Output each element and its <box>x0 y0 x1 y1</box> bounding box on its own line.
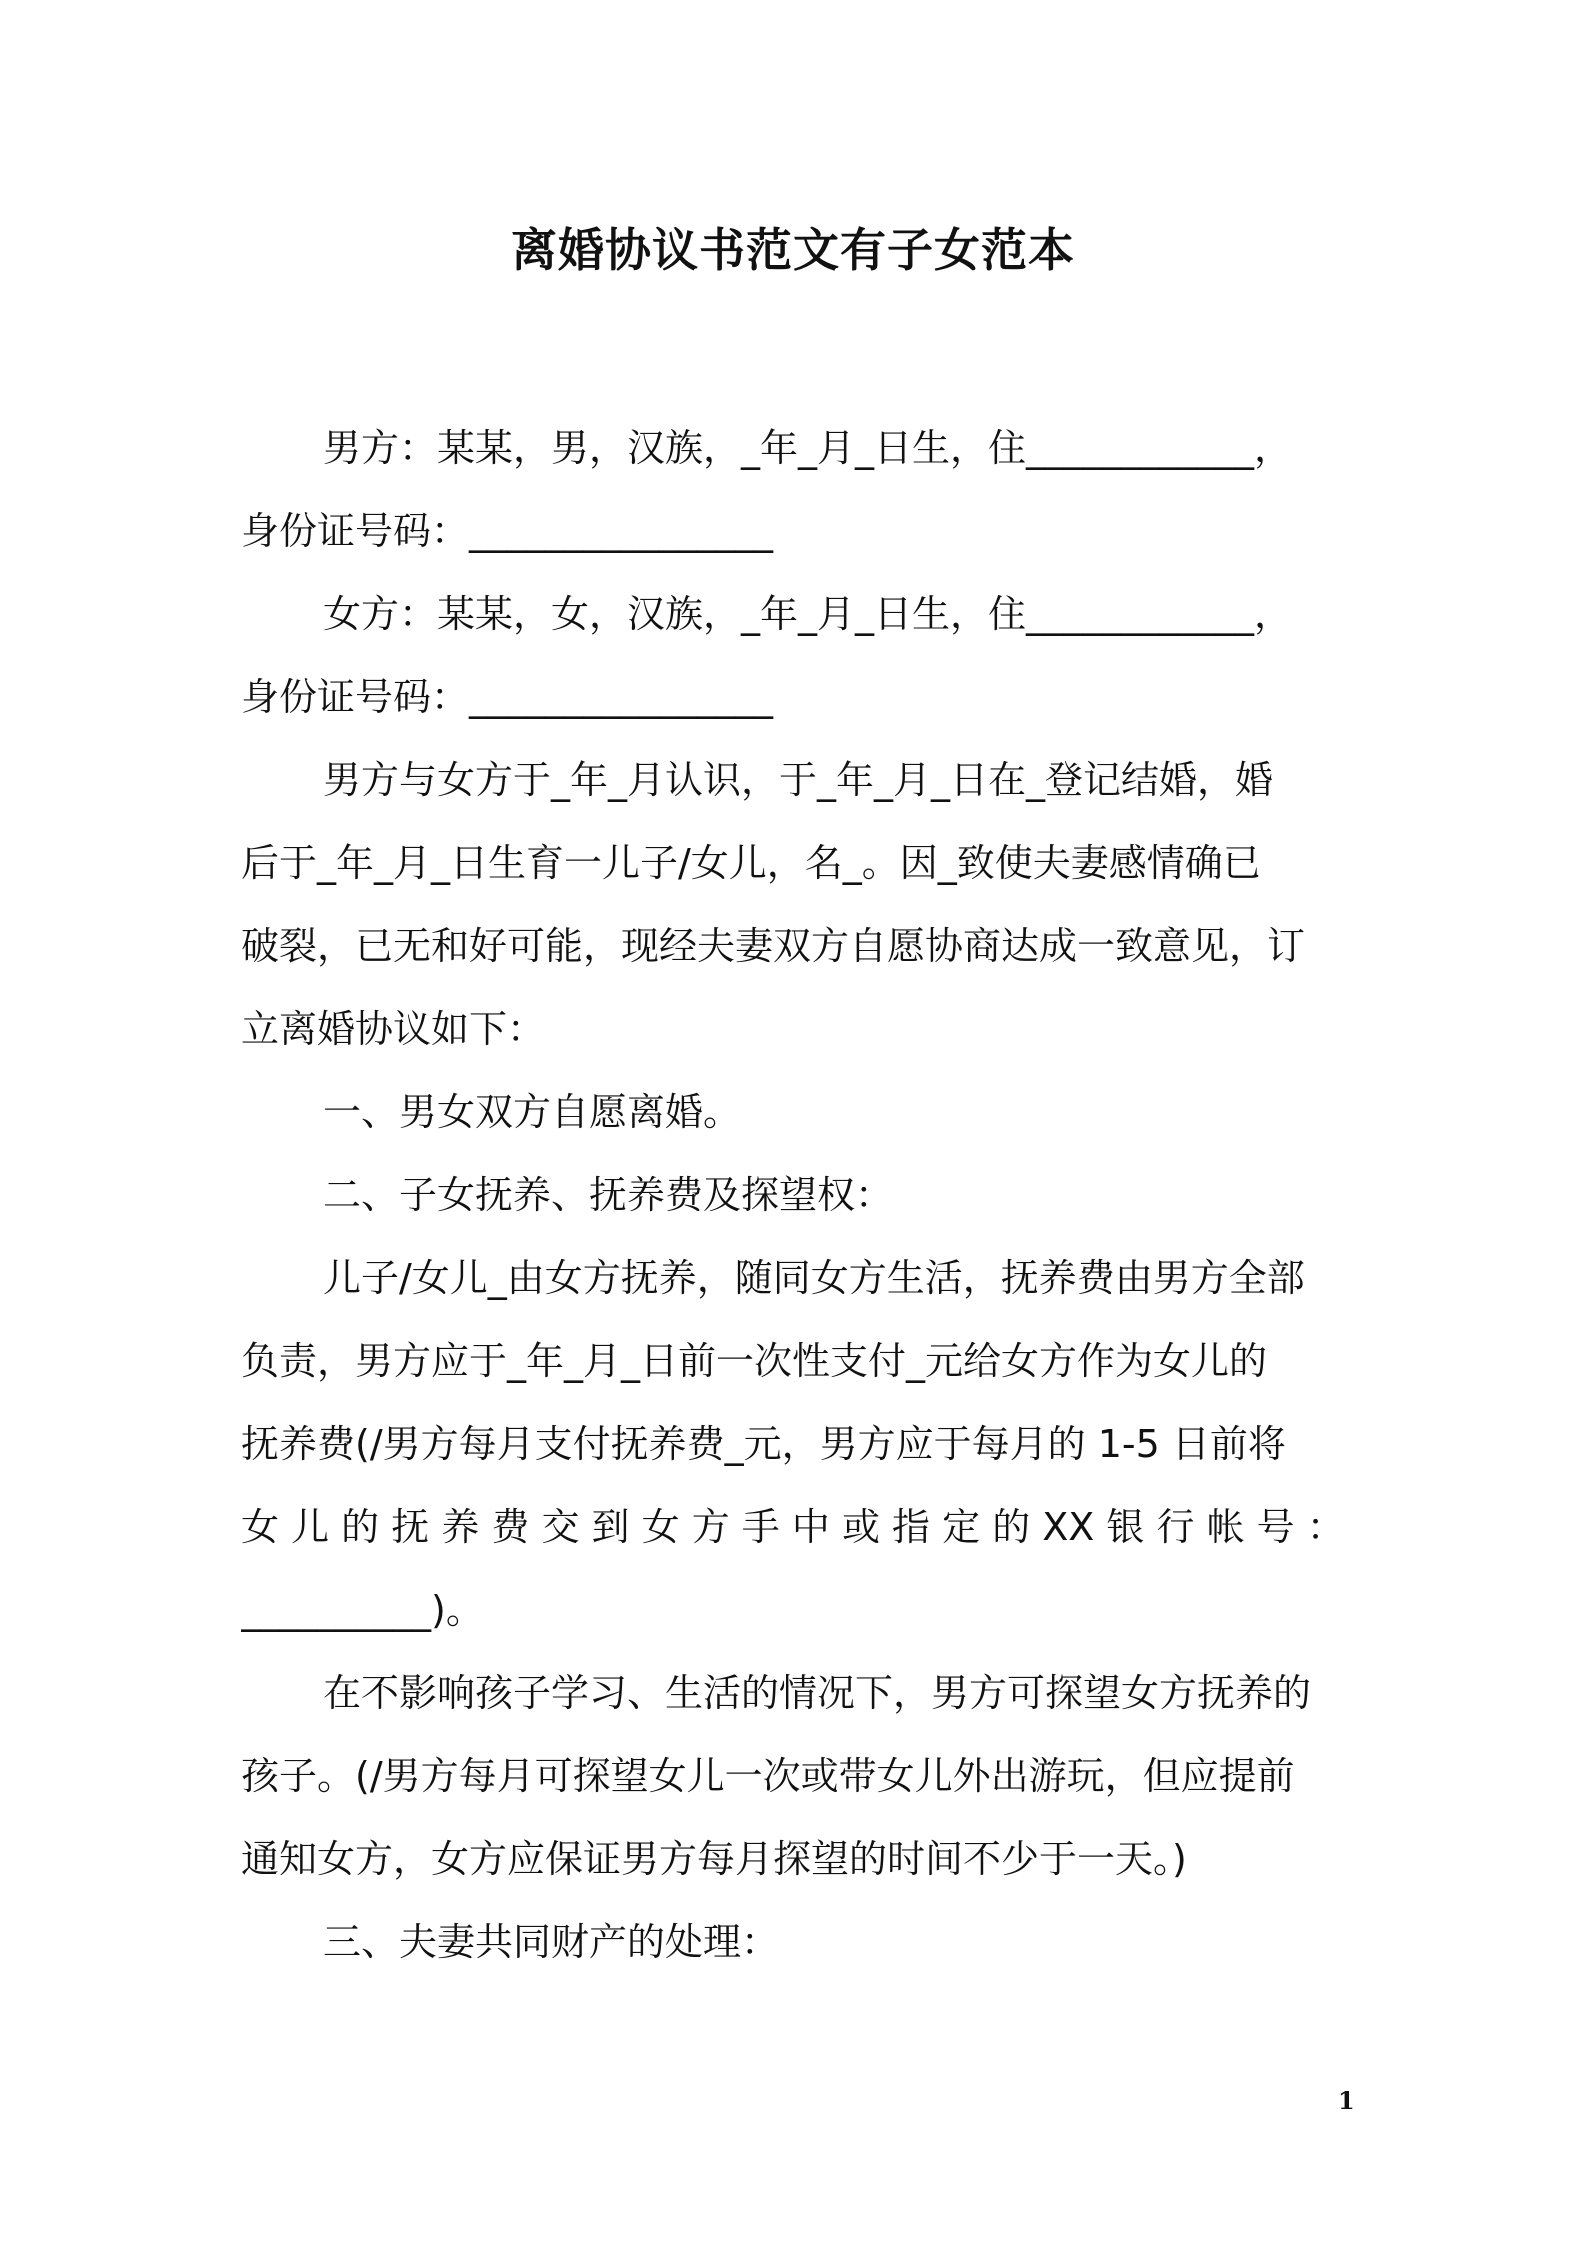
text-line: 儿子/女儿_由女方抚养，随同女方生活，抚养费由男方全部 <box>323 1256 1305 1300</box>
text-line: 身份证号码：________________ <box>241 675 774 719</box>
document-title: 离婚协议书范文有子女范本 <box>511 223 1075 277</box>
text-line: __________)。 <box>241 1588 484 1632</box>
text-line: 立离婚协议如下： <box>241 1007 546 1051</box>
text-line: 一、男女双方自愿离婚。 <box>323 1090 742 1134</box>
text-line: 后于_年_月_日生育一儿子/女儿，名_。因_致使夫妻感情确已 <box>241 841 1261 885</box>
text-line: 孩子。(/男方每月可探望女儿一次或带女儿外出游玩，但应提前 <box>241 1754 1295 1798</box>
text-line: 女 儿 的 抚 养 费 交 到 女 方 手 中 或 指 定 的 XX 银 行 帐 号 ： <box>241 1505 1345 1549</box>
text-line: 男方与女方于_年_月认识，于_年_月_日在_登记结婚，婚 <box>323 758 1274 802</box>
document-body <box>241 407 1356 1984</box>
text-line: 身份证号码：________________ <box>241 509 774 553</box>
text-line: 抚养费(/男方每月支付抚养费_元，男方应于每月的 1-5 日前将 <box>241 1422 1286 1466</box>
text-line: 男方：某某，男，汉族，_年_月_日生，住____________， <box>323 426 1293 470</box>
text-line: 破裂，已无和好可能，现经夫妻双方自愿协商达成一致意见，订 <box>241 924 1306 968</box>
page-number: 1 <box>1338 2086 1355 2115</box>
text-line: 女方：某某，女，汉族，_年_月_日生，住____________， <box>323 592 1293 636</box>
text-line: 在不影响孩子学习、生活的情况下，男方可探望女方抚养的 <box>323 1671 1312 1715</box>
text-line: 通知女方，女方应保证男方每月探望的时间不少于一天。) <box>241 1837 1187 1881</box>
text-line: 负责，男方应于_年_月_日前一次性支付_元给女方作为女儿的 <box>241 1339 1268 1383</box>
text-line: 三、夫妻共同财产的处理： <box>323 1920 780 1964</box>
text-line: 二、子女抚养、抚养费及探望权： <box>323 1173 894 1217</box>
